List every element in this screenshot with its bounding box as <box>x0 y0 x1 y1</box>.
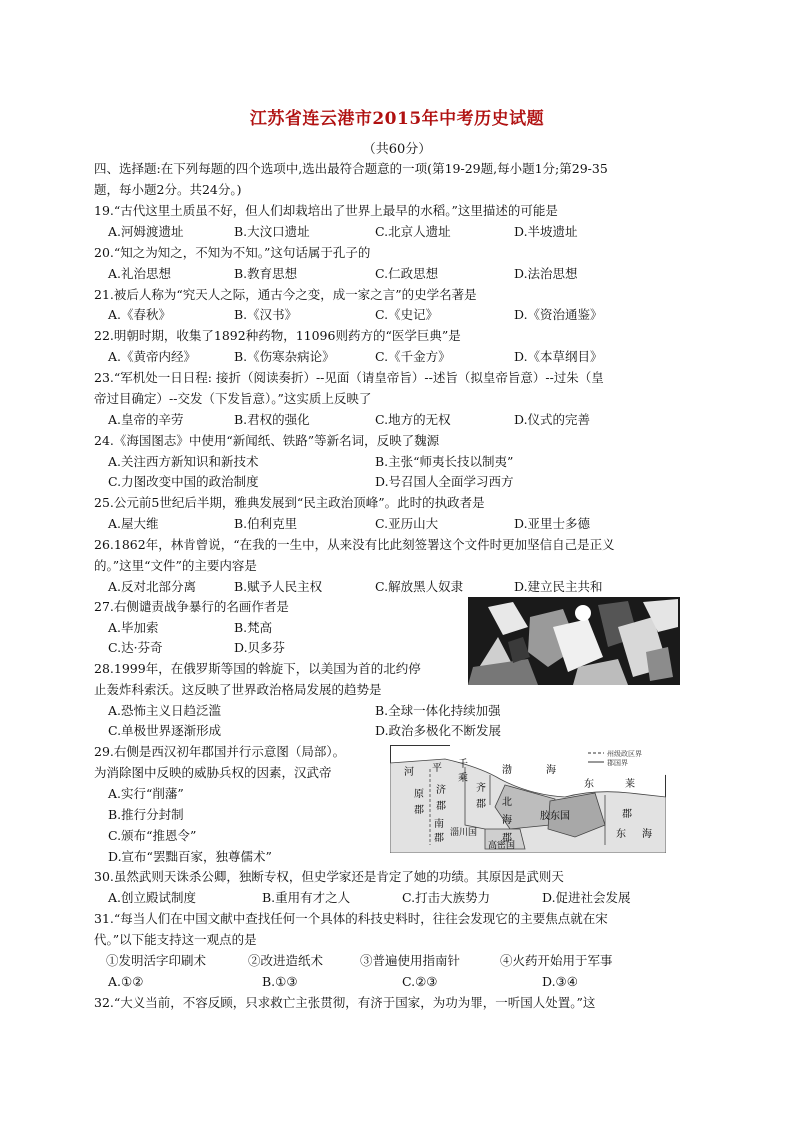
statement-item: ③普遍使用指南针 <box>360 953 461 968</box>
option-d: D.《资治通鉴》 <box>514 307 603 322</box>
map-label: 郡 <box>436 801 446 812</box>
map-label: 渤 <box>502 765 512 776</box>
option-c: C.北京人遗址 <box>375 224 451 239</box>
question-stem: 31.“每当人们在中国文献中查找任何一个具体的科技史料时，往往会发现它的主要焦点就在宋 <box>94 911 608 926</box>
legend-label: 郡国界 <box>607 759 628 767</box>
option-a: A.创立殿试制度 <box>108 890 197 905</box>
map-label: 郡 <box>502 833 512 844</box>
statement-item: ④火药开始用于军事 <box>500 953 613 968</box>
option-d: D.促进社会发展 <box>542 890 631 905</box>
option-a: A.实行“削藩” <box>108 786 184 801</box>
statement-item: ①发明活字印刷术 <box>106 953 207 968</box>
question-stem: 21.被后人称为“究天人之际，通古今之变，成一家之言”的史学名著是 <box>94 287 477 302</box>
option-d: D.亚里士多德 <box>514 516 591 531</box>
option-a: A.恐怖主义日趋泛滥 <box>108 703 222 718</box>
option-d: D.政治多极化不断发展 <box>375 723 502 738</box>
map-label: 郡 <box>476 799 486 810</box>
question-stem: 22.明朝时期，收集了1892种药物，11096则药方的“医学巨典”是 <box>94 328 461 343</box>
option-c: C.《千金方》 <box>375 349 451 364</box>
map-label: 原 <box>414 789 424 800</box>
question-stem: 27.右侧谴责战争暴行的名画作者是 <box>94 599 289 614</box>
option-b: B.《伤寒杂病论》 <box>234 349 335 364</box>
question-stem: 止轰炸科索沃。这反映了世界政治格局发展的趋势是 <box>94 682 382 697</box>
question-stem: 代。”以下能支持这一观点的是 <box>94 932 257 947</box>
legend-label: 州级政区界 <box>607 750 642 758</box>
option-b: B.伯利克里 <box>234 516 298 531</box>
option-c: C.力图改变中国的政治制度 <box>108 474 259 489</box>
option-a: A.河姆渡遗址 <box>108 224 184 239</box>
question-stem: 的。”这里“文件”的主要内容是 <box>94 558 257 573</box>
map-label: 平 <box>432 763 442 774</box>
question-stem: 19.“古代这里土质虽不好，但人们却栽培出了世界上最早的水稻。”这里描述的可能是 <box>94 203 558 218</box>
map-label: 海 <box>546 765 556 776</box>
map-label: 齐 <box>476 783 486 794</box>
question-stem: 20.“知之为知之，不知为不知。”这句话属于孔子的 <box>94 245 371 260</box>
option-b: B.教育思想 <box>234 266 298 281</box>
question-stem: 24.《海国图志》中使用“新闻纸、铁路”等新名词，反映了魏源 <box>94 433 440 448</box>
option-b: B.大汶口遗址 <box>234 224 310 239</box>
map-label: 千 <box>458 759 468 770</box>
question-stem: 23.“军机处一日日程: 接折（阅读奏折）--见面（请皇帝旨）--述旨（拟皇帝旨意）--过朱（皇 <box>94 370 604 385</box>
option-d: D.宣布“罢黜百家，独尊儒术” <box>108 849 272 864</box>
score-note: （共60分） <box>362 142 432 157</box>
option-b: B.君权的强化 <box>234 412 310 427</box>
han-commandery-map <box>390 745 666 853</box>
option-b: B.梵高 <box>234 620 273 635</box>
map-label: 郡 <box>622 809 632 820</box>
guernica-painting <box>468 597 680 685</box>
option-a: A.《春秋》 <box>108 307 172 322</box>
statement-item: ②改进造纸术 <box>248 953 324 968</box>
option-b: B.推行分封制 <box>108 807 184 822</box>
option-a: A.屋大维 <box>108 516 159 531</box>
option-c: C.达·芬奇 <box>108 640 163 655</box>
map-label: 乘 <box>458 773 468 784</box>
option-b: B.赋予人民主权 <box>234 579 323 594</box>
option-d: D.法治思想 <box>514 266 578 281</box>
page-title: 江苏省连云港市2015年中考历史试题 <box>249 109 545 129</box>
option-b: B.全球一体化持续加强 <box>375 703 501 718</box>
section-instruction: 四、选择题:在下列每题的四个选项中,选出最符合题意的一项(第19-29题,每小题1分;第29-35 <box>94 161 608 176</box>
map-label: 东 <box>616 829 626 840</box>
map-label: 海 <box>642 829 652 840</box>
section-instruction: 题，每小题2分。共24分。) <box>94 182 242 197</box>
option-c: C.《史记》 <box>375 307 439 322</box>
map-label: 莱 <box>625 779 635 790</box>
question-stem: 30.虽然武则天诛杀公卿，独断专权，但史学家还是肯定了她的功绩。其原因是武则天 <box>94 869 564 884</box>
map-label: 河 <box>404 767 414 778</box>
option-d: D.号召国人全面学习西方 <box>375 474 514 489</box>
question-stem: 29.右侧是西汉初年郡国并行示意图（局部）。 <box>94 744 346 759</box>
option-d: D.贝多芬 <box>234 640 286 655</box>
map-label: 南 <box>434 819 444 830</box>
option-c: C.地方的无权 <box>375 412 451 427</box>
map-label: 郡 <box>434 833 444 844</box>
option-c: C.解放黑人奴隶 <box>375 579 464 594</box>
option-d: D.半坡遗址 <box>514 224 578 239</box>
option-d: D.仪式的完善 <box>514 412 591 427</box>
map-label: 胶东国 <box>540 811 570 822</box>
option-b: B.重用有才之人 <box>262 890 351 905</box>
option-d: D.《本草纲目》 <box>514 349 603 364</box>
map-label: 济 <box>436 785 446 796</box>
option-a: A.《黄帝内经》 <box>108 349 197 364</box>
question-stem: 帝过目确定）--交发（下发旨意）。”这实质上反映了 <box>94 391 372 406</box>
option-c: C.亚历山大 <box>375 516 439 531</box>
question-stem: 为消除图中反映的威胁兵权的因素，汉武帝 <box>94 765 332 780</box>
option-a: A.皇帝的辛劳 <box>108 412 184 427</box>
option-b: B.主张“师夷长技以制夷” <box>375 454 514 469</box>
option-c: C.颁布“推恩令” <box>108 828 197 843</box>
option-a: A.①② <box>108 974 144 989</box>
question-stem: 25.公元前5世纪后半期，雅典发展到“民主政治顶峰”。此时的执政者是 <box>94 495 485 510</box>
option-b: B.①③ <box>262 974 298 989</box>
question-stem: 32.“大义当前，不容反顾，只求救亡主张贯彻，有济于国家，为功为罪，一听国人处置。”这 <box>94 995 596 1010</box>
map-label: 北 <box>502 797 512 808</box>
map-label: 郡 <box>414 805 424 816</box>
question-stem: 28.1999年，在俄罗斯等国的斡旋下，以美国为首的北约停 <box>94 661 421 676</box>
option-a: A.毕加索 <box>108 620 159 635</box>
map-label: 淄川国 <box>450 828 478 838</box>
map-label: 东 <box>584 779 594 790</box>
option-c: C.②③ <box>402 974 438 989</box>
map-label: 海 <box>502 815 512 826</box>
option-c: C.打击大族势力 <box>402 890 491 905</box>
map-label: 高密国 <box>488 841 516 851</box>
question-stem: 26.1862年，林肯曾说，“在我的一生中，从来没有比此刻签署这个文件时更加坚信自己是正义 <box>94 537 615 552</box>
option-a: A.反对北部分离 <box>108 579 197 594</box>
option-a: A.礼治思想 <box>108 266 172 281</box>
option-c: C.单极世界逐渐形成 <box>108 723 222 738</box>
option-d: D.③④ <box>542 974 578 989</box>
option-a: A.关注西方新知识和新技术 <box>108 454 259 469</box>
option-d: D.建立民主共和 <box>514 579 603 594</box>
option-c: C.仁政思想 <box>375 266 439 281</box>
option-b: B.《汉书》 <box>234 307 298 322</box>
